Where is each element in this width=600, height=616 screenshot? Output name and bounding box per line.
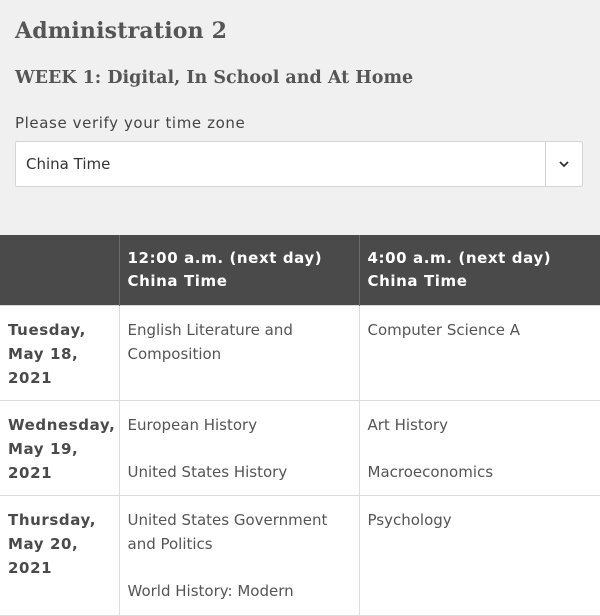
timezone-dropdown-button[interactable] bbox=[545, 142, 582, 186]
table-row bbox=[0, 496, 600, 616]
column-header-day bbox=[0, 235, 119, 306]
slot1-cell bbox=[119, 401, 359, 496]
exam-name: Computer Science A bbox=[367, 321, 521, 339]
schedule-table bbox=[0, 235, 600, 616]
top-section bbox=[0, 0, 600, 217]
exam-name: World History: Modern bbox=[127, 582, 294, 600]
timezone-select[interactable] bbox=[15, 141, 583, 187]
exam-name: Macroeconomics bbox=[367, 463, 494, 481]
slot2-cell bbox=[359, 306, 600, 401]
table-header-row bbox=[0, 235, 600, 306]
exam-name: United States Government and Politics bbox=[127, 511, 328, 553]
day-cell: Thursday, May 20, 2021 bbox=[0, 496, 119, 616]
slot1-cell bbox=[119, 306, 359, 401]
spacer bbox=[128, 556, 351, 579]
day-cell: Wednesday, May 19, 2021 bbox=[0, 401, 119, 496]
slot1-cell bbox=[119, 496, 359, 616]
exam-name: Psychology bbox=[367, 511, 452, 529]
exam-name: English Literature and Composition bbox=[127, 321, 293, 363]
chevron-down-icon bbox=[558, 160, 570, 168]
page-title: Administration 2 bbox=[15, 18, 228, 44]
table-row bbox=[0, 306, 600, 401]
exam-name: Art History bbox=[367, 416, 448, 434]
slot2-cell bbox=[359, 401, 600, 496]
exam-name: United States History bbox=[127, 463, 288, 481]
spacer bbox=[128, 437, 351, 460]
column-header-slot2: 4:00 a.m. (next day) China Time bbox=[359, 235, 600, 306]
timezone-selected-value: China Time bbox=[26, 155, 111, 173]
column-header-slot1: 12:00 a.m. (next day) China Time bbox=[119, 235, 359, 306]
spacer bbox=[368, 437, 593, 460]
week-heading: WEEK 1: Digital, In School and At Home bbox=[15, 68, 414, 88]
exam-name: European History bbox=[127, 416, 258, 434]
day-cell: Tuesday, May 18, 2021 bbox=[0, 306, 119, 401]
slot2-cell bbox=[359, 496, 600, 616]
table-row bbox=[0, 401, 600, 496]
timezone-label: Please verify your time zone bbox=[15, 114, 246, 132]
